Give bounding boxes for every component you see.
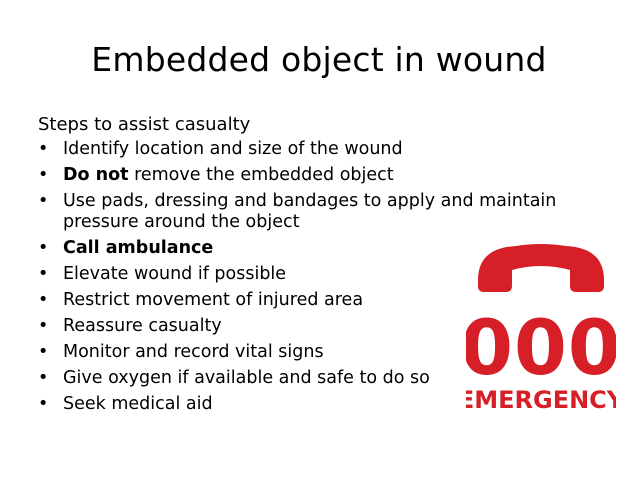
bullet-bold-text: Call ambulance <box>63 238 214 259</box>
emergency-logo-graphic <box>466 238 616 414</box>
bullet-text: remove the embedded object <box>128 165 394 185</box>
emergency-word: EMERGENCY <box>466 386 616 414</box>
bullet-text: Give oxygen if available and safe to do so <box>63 368 430 389</box>
telephone-handset-icon <box>478 244 604 292</box>
bullet-item <box>38 165 598 186</box>
bullet-text: Reassure casualty <box>63 316 222 337</box>
slide-title: Embedded object in wound <box>91 40 547 79</box>
bullet-item <box>38 139 598 160</box>
bullet-text: Use pads, dressing and bandages to apply and maintain pressure around the object <box>63 191 557 233</box>
bullet-text: Identify location and size of the wound <box>63 139 403 159</box>
intro-text: Steps to assist casualty <box>38 114 251 135</box>
bullet-bold-text: Do not <box>63 165 129 185</box>
bullet-text: Seek medical aid <box>63 394 213 415</box>
bullet-text: Restrict movement of injured area <box>63 290 364 311</box>
bullet-text: Elevate wound if possible <box>63 264 287 285</box>
emergency-number: 000 <box>466 303 616 392</box>
bullet-item <box>38 191 598 233</box>
emergency-logo <box>466 238 616 414</box>
bullet-text: Monitor and record vital signs <box>63 342 324 363</box>
